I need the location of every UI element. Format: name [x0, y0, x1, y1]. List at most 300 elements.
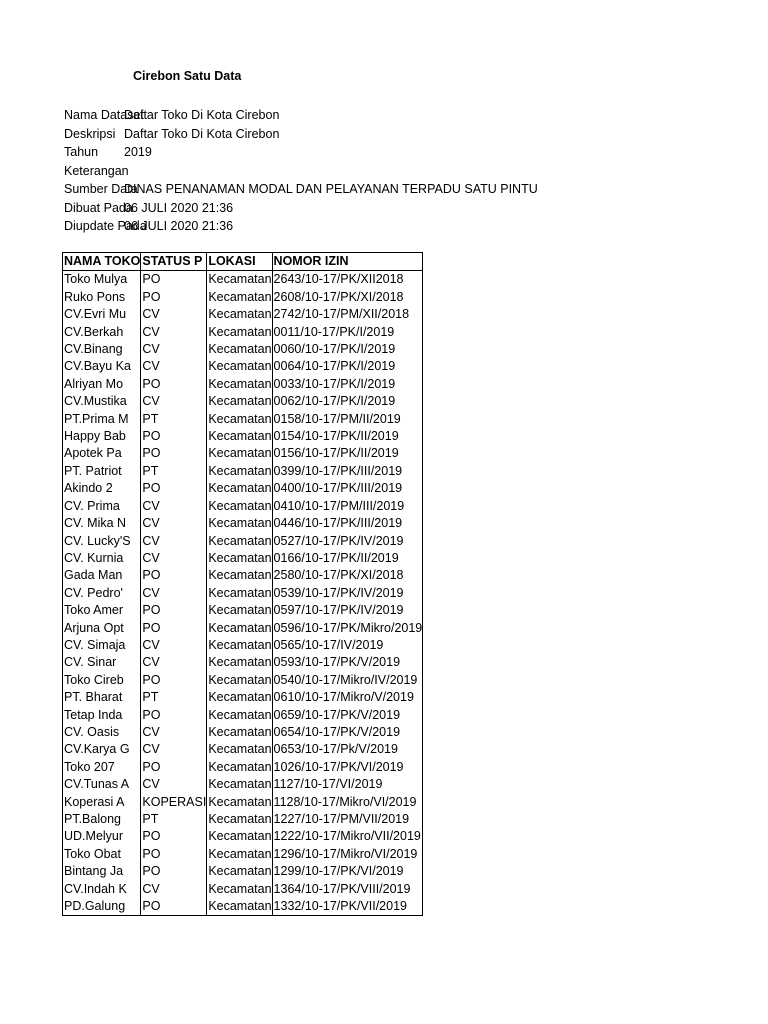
cell-status	[141, 411, 207, 428]
cell-nama-toko	[63, 654, 141, 671]
cell-lokasi	[207, 289, 272, 306]
cell-status-text: PO	[142, 568, 161, 583]
cell-nomor-izin-text: 1299/10-17/PK/VI/2019	[273, 864, 404, 879]
table-row	[63, 271, 423, 289]
meta-value: 2019	[124, 145, 152, 159]
cell-lokasi-text: Kecamatan	[208, 724, 272, 739]
cell-nomor-izin	[272, 533, 423, 550]
table-row	[63, 515, 423, 532]
cell-nomor-izin	[272, 620, 423, 637]
cell-nama-toko	[63, 567, 141, 584]
cell-status	[141, 306, 207, 323]
cell-lokasi	[207, 480, 272, 497]
cell-lokasi-text: Kecamatan	[208, 812, 272, 826]
cell-nama-toko-text: CV.Indah K	[64, 881, 127, 896]
cell-nama-toko-text: Apotek Pa	[64, 446, 122, 461]
cell-nomor-izin-text: 0400/10-17/PK/III/2019	[273, 481, 403, 496]
cell-nama-toko-text: Alriyan Mo	[64, 376, 124, 391]
cell-status-text: KOPERASI	[142, 794, 207, 809]
cell-nomor-izin	[272, 306, 423, 323]
table-row	[63, 724, 423, 741]
table-row	[63, 376, 423, 393]
cell-status-text: PO	[142, 446, 161, 461]
cell-nomor-izin-text: 1296/10-17/Mikro/VI/2019	[273, 846, 418, 861]
cell-nama-toko-text: CV. Mika N	[64, 516, 127, 531]
cell-lokasi	[207, 585, 272, 602]
cell-lokasi	[207, 794, 272, 811]
cell-status	[141, 271, 207, 289]
cell-status-text: CV	[142, 498, 160, 513]
cell-lokasi-text: Kecamatan	[208, 777, 272, 792]
table-row	[63, 445, 423, 462]
cell-nama-toko-text: PT. Patriot	[64, 463, 122, 478]
table-row	[63, 411, 423, 428]
cell-nomor-izin-text: 0446/10-17/PK/III/2019	[273, 516, 403, 531]
cell-status-text: PO	[142, 429, 161, 444]
cell-lokasi-text: Kecamatan	[208, 307, 272, 322]
cell-lokasi-text: Kecamatan	[208, 533, 272, 548]
cell-status	[141, 654, 207, 671]
cell-status-text: CV	[142, 724, 160, 739]
cell-nomor-izin-text: 0610/10-17/Mikro/V/2019	[273, 690, 414, 705]
cell-status-text: CV	[142, 324, 160, 339]
table-row	[63, 358, 423, 375]
cell-nomor-izin-text: 0156/10-17/PK/II/2019	[273, 446, 399, 461]
cell-nomor-izin-text: 0653/10-17/Pk/V/2019	[273, 742, 398, 757]
cell-status	[141, 637, 207, 654]
cell-nomor-izin	[272, 881, 423, 898]
table-row	[63, 828, 423, 845]
cell-status	[141, 776, 207, 793]
cell-nomor-izin	[272, 672, 423, 689]
cell-lokasi	[207, 637, 272, 654]
cell-lokasi	[207, 689, 272, 706]
cell-nomor-izin-text: 1026/10-17/PK/VI/2019	[273, 759, 404, 774]
table-row	[63, 637, 423, 654]
meta-value: 06 JULI 2020 21:36	[124, 219, 234, 233]
table-row	[63, 533, 423, 550]
cell-status	[141, 794, 207, 811]
table-row	[63, 846, 423, 863]
cell-nomor-izin	[272, 863, 423, 880]
table-row	[63, 341, 423, 358]
cell-status	[141, 811, 207, 828]
table-row	[63, 567, 423, 584]
cell-lokasi	[207, 271, 272, 289]
cell-nama-toko	[63, 846, 141, 863]
cell-lokasi-text: Kecamatan	[208, 829, 272, 844]
cell-nama-toko-text: Tetap Inda	[64, 707, 123, 722]
cell-lokasi	[207, 515, 272, 532]
cell-nama-toko-text: PT. Bharat	[64, 690, 123, 705]
cell-lokasi-text: Kecamatan	[208, 516, 272, 531]
cell-nama-toko	[63, 411, 141, 428]
cell-status	[141, 585, 207, 602]
cell-lokasi-text: Kecamatan	[208, 342, 272, 357]
cell-nomor-izin	[272, 724, 423, 741]
meta-label: Tahun	[64, 145, 99, 159]
cell-lokasi-text: Kecamatan	[208, 446, 272, 461]
cell-nomor-izin-text: 2580/10-17/PK/XI/2018	[273, 568, 404, 583]
table-row	[63, 393, 423, 410]
cell-lokasi-text: Kecamatan	[208, 411, 272, 426]
cell-status-text: PO	[142, 707, 161, 722]
cell-nomor-izin	[272, 602, 423, 619]
cell-lokasi	[207, 463, 272, 480]
cell-status-text: PO	[142, 864, 161, 879]
table-row	[63, 863, 423, 880]
cell-nama-toko	[63, 794, 141, 811]
table-row	[63, 794, 423, 811]
cell-status-text: PO	[142, 289, 161, 304]
cell-lokasi	[207, 324, 272, 341]
table-row	[63, 776, 423, 793]
cell-nomor-izin	[272, 498, 423, 515]
cell-status-text: CV	[142, 307, 160, 322]
cell-nama-toko-text: PT.Prima M	[64, 411, 129, 426]
cell-nama-toko	[63, 393, 141, 410]
cell-nama-toko	[63, 689, 141, 706]
cell-lokasi-text: Kecamatan	[208, 759, 272, 774]
cell-lokasi	[207, 533, 272, 550]
cell-nama-toko	[63, 863, 141, 880]
cell-status-text: CV	[142, 394, 160, 409]
cell-status	[141, 533, 207, 550]
cell-status-text: CV	[142, 655, 160, 670]
cell-status	[141, 689, 207, 706]
cell-nama-toko	[63, 306, 141, 323]
table-row	[63, 898, 423, 916]
meta-label: Deskripsi	[64, 126, 116, 141]
cell-nama-toko	[63, 637, 141, 654]
table-row	[63, 498, 423, 515]
cell-nomor-izin-text: 0410/10-17/PM/III/2019	[273, 498, 405, 513]
cell-lokasi	[207, 828, 272, 845]
cell-status	[141, 376, 207, 393]
cell-lokasi	[207, 376, 272, 393]
cell-nomor-izin-text: 0399/10-17/PK/III/2019	[273, 463, 403, 478]
cell-nama-toko	[63, 324, 141, 341]
cell-nomor-izin	[272, 654, 423, 671]
cell-nama-toko	[63, 741, 141, 758]
cell-nomor-izin-text: 0539/10-17/PK/IV/2019	[273, 585, 404, 600]
cell-nama-toko-text: CV.Bayu Ka	[64, 359, 131, 374]
cell-nama-toko	[63, 358, 141, 375]
header-nomor-izin: NOMOR IZIN	[272, 253, 423, 271]
cell-status	[141, 898, 207, 916]
cell-status	[141, 620, 207, 637]
cell-status-text: CV	[142, 585, 160, 600]
cell-lokasi	[207, 846, 272, 863]
cell-nama-toko-text: CV.Evri Mu	[64, 307, 127, 322]
cell-status	[141, 515, 207, 532]
cell-nomor-izin-text: 0654/10-17/PK/V/2019	[273, 724, 401, 739]
cell-nomor-izin	[272, 637, 423, 654]
cell-status	[141, 393, 207, 410]
cell-status-text: CV	[142, 359, 160, 374]
cell-lokasi	[207, 358, 272, 375]
cell-lokasi-text: Kecamatan	[208, 690, 272, 705]
cell-nomor-izin	[272, 846, 423, 863]
table-row	[63, 654, 423, 671]
cell-nomor-izin-text: 0593/10-17/PK/V/2019	[273, 655, 401, 670]
cell-status	[141, 759, 207, 776]
cell-nomor-izin	[272, 776, 423, 793]
meta-label: Keterangan	[64, 163, 129, 178]
cell-nama-toko	[63, 289, 141, 306]
cell-status	[141, 724, 207, 741]
cell-nomor-izin-text: 0597/10-17/PK/IV/2019	[273, 603, 404, 618]
cell-nomor-izin	[272, 411, 423, 428]
cell-lokasi	[207, 550, 272, 567]
cell-lokasi-text: Kecamatan	[208, 794, 272, 809]
cell-nama-toko	[63, 480, 141, 497]
cell-status-text: PT	[142, 411, 159, 426]
table-row	[63, 672, 423, 689]
cell-nomor-izin-text: 0527/10-17/PK/IV/2019	[273, 533, 404, 548]
cell-nomor-izin-text: 0659/10-17/PK/V/2019	[273, 707, 401, 722]
cell-nama-toko-text: CV. Sinar	[64, 655, 117, 670]
cell-nama-toko	[63, 498, 141, 515]
cell-lokasi-text: Kecamatan	[208, 881, 272, 896]
meta-label: Diupdate Pada	[64, 219, 147, 233]
cell-status-text: CV	[142, 533, 160, 548]
cell-nama-toko-text: Arjuna Opt	[64, 620, 124, 635]
cell-nomor-izin	[272, 445, 423, 462]
cell-nomor-izin	[272, 515, 423, 532]
cell-lokasi	[207, 341, 272, 358]
cell-status	[141, 463, 207, 480]
table-row	[63, 480, 423, 497]
table-row	[63, 811, 423, 828]
table-row	[63, 550, 423, 567]
cell-status-text: PO	[142, 829, 161, 844]
cell-nomor-izin-text: 0062/10-17/PK/I/2019	[273, 394, 396, 409]
cell-nomor-izin	[272, 358, 423, 375]
cell-nomor-izin	[272, 480, 423, 497]
cell-nomor-izin-text: 1227/10-17/PM/VII/2019	[273, 812, 410, 826]
cell-nama-toko	[63, 602, 141, 619]
cell-nama-toko-text: CV. Pedro'	[64, 585, 123, 600]
cell-status-text: CV	[142, 637, 160, 652]
cell-nama-toko	[63, 515, 141, 532]
cell-nomor-izin-text: 2643/10-17/PK/XII2018	[273, 272, 404, 287]
cell-status-text: CV	[142, 516, 160, 531]
meta-value: DINAS PENANAMAN MODAL DAN PELAYANAN TERPADU SATU PINTU	[124, 182, 538, 196]
cell-status-text: PT	[142, 812, 159, 826]
cell-status-text: PO	[142, 759, 161, 774]
cell-lokasi-text: Kecamatan	[208, 272, 272, 287]
meta-value: Daftar Toko Di Kota Cirebon	[124, 126, 280, 141]
cell-nama-toko-text: Toko Amer	[64, 603, 124, 618]
cell-nama-toko	[63, 585, 141, 602]
cell-lokasi-text: Kecamatan	[208, 846, 272, 861]
cell-nama-toko-text: Bintang Ja	[64, 864, 124, 879]
cell-lokasi-text: Kecamatan	[208, 672, 272, 687]
cell-nama-toko	[63, 341, 141, 358]
cell-nama-toko-text: CV. Lucky'S	[64, 533, 131, 548]
cell-lokasi-text: Kecamatan	[208, 864, 272, 879]
table-row	[63, 741, 423, 758]
cell-nomor-izin	[272, 428, 423, 445]
cell-nama-toko	[63, 445, 141, 462]
cell-nomor-izin	[272, 567, 423, 584]
meta-label: Sumber Data	[64, 182, 138, 196]
cell-lokasi	[207, 898, 272, 916]
cell-status	[141, 846, 207, 863]
meta-label: Dibuat Pada	[64, 200, 133, 215]
cell-status-text: PO	[142, 603, 161, 618]
cell-nama-toko	[63, 672, 141, 689]
cell-lokasi	[207, 306, 272, 323]
table-row	[63, 881, 423, 898]
cell-lokasi	[207, 741, 272, 758]
table-row	[63, 428, 423, 445]
cell-nomor-izin-text: 1364/10-17/PK/VIII/2019	[273, 881, 411, 896]
cell-nama-toko-text: CV. Simaja	[64, 637, 126, 652]
cell-nomor-izin	[272, 585, 423, 602]
cell-nomor-izin	[272, 828, 423, 845]
cell-nomor-izin-text: 1332/10-17/PK/VII/2019	[273, 899, 407, 914]
cell-status	[141, 672, 207, 689]
cell-nama-toko	[63, 724, 141, 741]
cell-nama-toko-text: CV.Karya G	[64, 742, 130, 757]
header-nama-toko: NAMA TOKO	[63, 253, 141, 271]
cell-status	[141, 289, 207, 306]
cell-nomor-izin-text: 0011/10-17/PK/I/2019	[273, 324, 395, 339]
cell-nomor-izin	[272, 393, 423, 410]
cell-lokasi-text: Kecamatan	[208, 481, 272, 496]
cell-nama-toko-text: PT.Balong	[64, 812, 121, 826]
cell-nama-toko-text: CV.Berkah	[64, 324, 124, 339]
cell-status	[141, 358, 207, 375]
cell-lokasi-text: Kecamatan	[208, 620, 272, 635]
cell-status-text: PO	[142, 481, 161, 496]
cell-nomor-izin	[272, 463, 423, 480]
cell-nama-toko-text: Akindo 2	[64, 481, 113, 496]
cell-nama-toko	[63, 707, 141, 724]
cell-nama-toko-text: Toko 207	[64, 759, 115, 774]
cell-lokasi-text: Kecamatan	[208, 498, 272, 513]
cell-nama-toko	[63, 776, 141, 793]
cell-status	[141, 428, 207, 445]
cell-lokasi	[207, 881, 272, 898]
cell-nama-toko-text: Happy Bab	[64, 429, 126, 444]
cell-nama-toko-text: Gada Man	[64, 568, 123, 583]
header-status: STATUS P	[141, 253, 207, 271]
cell-nomor-izin	[272, 794, 423, 811]
cell-nama-toko-text: Toko Obat	[64, 846, 121, 861]
cell-nama-toko	[63, 620, 141, 637]
cell-status	[141, 602, 207, 619]
table-row	[63, 324, 423, 341]
table-row	[63, 620, 423, 637]
cell-status	[141, 550, 207, 567]
cell-nama-toko	[63, 463, 141, 480]
cell-nama-toko-text: CV. Oasis	[64, 724, 120, 739]
cell-nama-toko-text: Toko Mulya	[64, 272, 128, 287]
cell-status	[141, 741, 207, 758]
cell-nama-toko-text: CV. Kurnia	[64, 550, 124, 565]
cell-status	[141, 445, 207, 462]
cell-status	[141, 498, 207, 515]
cell-nomor-izin	[272, 689, 423, 706]
cell-status-text: CV	[142, 881, 160, 896]
table-header-row	[63, 253, 423, 271]
cell-status-text: PO	[142, 620, 161, 635]
cell-status	[141, 341, 207, 358]
cell-lokasi-text: Kecamatan	[208, 289, 272, 304]
cell-lokasi	[207, 498, 272, 515]
cell-status-text: PO	[142, 899, 161, 914]
cell-status	[141, 863, 207, 880]
cell-nomor-izin-text: 1128/10-17/Mikro/VI/2019	[273, 794, 417, 809]
cell-lokasi	[207, 411, 272, 428]
cell-nomor-izin-text: 2742/10-17/PM/XII/2018	[273, 307, 410, 322]
cell-status	[141, 567, 207, 584]
table-row	[63, 463, 423, 480]
table-row	[63, 289, 423, 306]
cell-status	[141, 828, 207, 845]
table-row	[63, 585, 423, 602]
cell-lokasi	[207, 654, 272, 671]
cell-lokasi-text: Kecamatan	[208, 394, 272, 409]
cell-lokasi	[207, 672, 272, 689]
cell-nomor-izin	[272, 289, 423, 306]
cell-nomor-izin-text: 0064/10-17/PK/I/2019	[273, 359, 396, 374]
meta-value: 06 JULI 2020 21:36	[124, 200, 234, 215]
cell-lokasi	[207, 759, 272, 776]
cell-status-text: CV	[142, 550, 160, 565]
cell-status-text: PO	[142, 846, 161, 861]
cell-nama-toko-text: CV.Tunas A	[64, 777, 130, 792]
cell-nomor-izin-text: 0540/10-17/Mikro/IV/2019	[273, 672, 418, 687]
cell-status-text: PT	[142, 463, 159, 478]
cell-lokasi-text: Kecamatan	[208, 742, 272, 757]
cell-nama-toko-text: PD.Galung	[64, 899, 126, 914]
cell-nama-toko-text: UD.Melyur	[64, 829, 124, 844]
meta-label: Nama Dataset	[64, 108, 144, 122]
cell-nomor-izin	[272, 324, 423, 341]
cell-status	[141, 707, 207, 724]
cell-nomor-izin-text: 0158/10-17/PM/II/2019	[273, 411, 401, 426]
cell-lokasi	[207, 567, 272, 584]
cell-lokasi	[207, 393, 272, 410]
cell-lokasi-text: Kecamatan	[208, 585, 272, 600]
cell-nomor-izin-text: 1222/10-17/Mikro/VII/2019	[273, 829, 421, 844]
cell-nama-toko	[63, 811, 141, 828]
cell-lokasi-text: Kecamatan	[208, 603, 272, 618]
cell-lokasi-text: Kecamatan	[208, 429, 272, 444]
cell-nama-toko	[63, 533, 141, 550]
cell-nomor-izin-text: 2608/10-17/PK/XI/2018	[273, 289, 404, 304]
cell-lokasi	[207, 811, 272, 828]
header-lokasi: LOKASI	[207, 253, 272, 271]
store-table	[62, 252, 423, 916]
cell-lokasi	[207, 724, 272, 741]
table-row	[63, 689, 423, 706]
cell-lokasi-text: Kecamatan	[208, 655, 272, 670]
cell-nama-toko-text: CV.Mustika	[64, 394, 127, 409]
cell-status-text: PO	[142, 376, 161, 391]
cell-status	[141, 480, 207, 497]
table-row	[63, 306, 423, 323]
cell-nama-toko	[63, 376, 141, 393]
cell-lokasi-text: Kecamatan	[208, 637, 272, 652]
cell-lokasi-text: Kecamatan	[208, 568, 272, 583]
cell-lokasi	[207, 707, 272, 724]
cell-nama-toko	[63, 898, 141, 916]
